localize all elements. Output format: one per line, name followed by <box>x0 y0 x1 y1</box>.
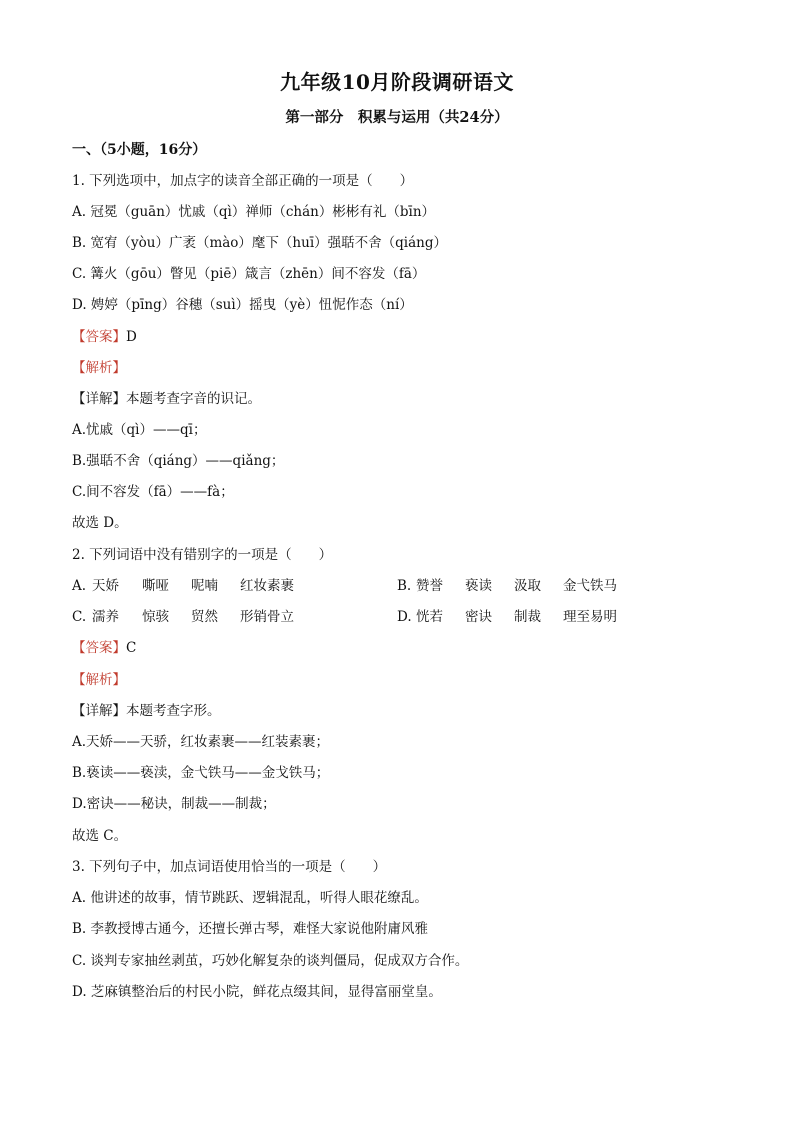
q1-analysis-tag: 【解析】 <box>72 360 126 376</box>
q2-option-d-label: D. <box>397 609 412 625</box>
q3-option-c: C. 谈判专家抽丝剥茧，巧妙化解复杂的谈判僵局，促成双方合作。 <box>72 953 469 969</box>
answer-value: D <box>126 329 137 345</box>
q2-analysis-tag: 【解析】 <box>72 672 126 688</box>
section-heading: 一、（5小题，16分） <box>72 142 207 158</box>
part-heading: 第一部分 积累与运用（共24分） <box>285 109 509 126</box>
answer-tag: 【答案】 <box>72 640 126 656</box>
detail-text: 本题考查字音的识记。 <box>126 391 261 407</box>
q2-answer <box>72 639 136 657</box>
q2-option-c-word: 形销骨立 <box>240 609 294 625</box>
q2-detail-line-2: B.亵读——亵渎，金弋铁马——金戈铁马； <box>72 765 330 781</box>
answer-tag: 【答案】 <box>72 329 126 345</box>
q2-option-a-label: A. <box>72 578 87 594</box>
q1-option-a: A. 冠冕（guān）忧戚（qì）禅师（chán）彬彬有礼（bīn） <box>72 204 436 220</box>
page-title: 九年级10月阶段调研语文 <box>280 70 514 94</box>
q1-conclusion: 故选 D。 <box>72 515 128 531</box>
q2-option-b-word: 汲取 <box>514 578 541 594</box>
answer-value: C <box>126 640 137 656</box>
q2-option-d-word: 密诀 <box>465 609 492 625</box>
q2-option-c-word: 濡养 <box>92 609 119 625</box>
q2-option-c-word: 惊骇 <box>142 609 169 625</box>
q2-option-a-word: 呢喃 <box>191 578 218 594</box>
q2-detail-line-1: A.天娇——天骄，红妆素裹——红装素裹； <box>72 734 330 750</box>
q1-detail-line-3: C.间不容发（fā）——fà； <box>72 484 234 500</box>
detail-tag: 【详解】 <box>72 391 126 407</box>
q1-detail-line-2: B.强聒不舍（qiáng）——qiǎng； <box>72 453 285 469</box>
q2-option-d-word: 制裁 <box>514 609 541 625</box>
q1-option-d: D. 娉婷（pīng）谷穗（suì）摇曳（yè）忸怩作态（ní） <box>72 297 413 313</box>
q1-option-b: B. 宽宥（yòu）广袤（mào）麾下（huī）强聒不舍（qiáng） <box>72 235 447 251</box>
q2-detail-line-3: D.密诀——秘诀，制裁——制裁； <box>72 796 276 812</box>
q2-option-c-word: 贸然 <box>191 609 218 625</box>
q2-option-d-word: 恍若 <box>416 609 443 625</box>
q2-conclusion: 故选 C。 <box>72 828 128 844</box>
detail-tag: 【详解】 <box>72 703 126 719</box>
q2-option-b-word: 亵读 <box>465 578 492 594</box>
q2-option-c-label: C. <box>72 609 87 625</box>
q2-option-a-word: 天娇 <box>92 578 119 594</box>
q2-option-b-label: B. <box>397 578 412 594</box>
detail-text: 本题考查字形。 <box>126 703 221 719</box>
q3-option-a: A. 他讲述的故事，情节跳跃、逻辑混乱，听得人眼花缭乱。 <box>72 890 428 906</box>
q3-stem: 3. 下列句子中，加点词语使用恰当的一项是（ ） <box>72 859 387 875</box>
q2-option-a-word: 嘶哑 <box>142 578 169 594</box>
q2-option-b-word: 金弋铁马 <box>563 578 617 594</box>
q2-option-a-word: 红妆素裹 <box>240 578 294 594</box>
q3-option-b: B. 李教授博古通今，还擅长弹古琴，难怪大家说他附庸风雅 <box>72 921 429 937</box>
q1-option-c: C. 篝火（gōu）瞥见（piē）箴言（zhēn）间不容发（fā） <box>72 266 426 282</box>
q1-answer <box>72 328 137 346</box>
q2-detail <box>72 702 221 720</box>
q1-detail <box>72 390 261 408</box>
q2-option-d-word: 理至易明 <box>563 609 617 625</box>
q2-stem: 2. 下列词语中没有错别字的一项是（ ） <box>72 547 333 563</box>
q1-stem: 1. 下列选项中，加点字的读音全部正确的一项是（ ） <box>72 173 414 189</box>
q2-option-b-word: 赞誉 <box>416 578 443 594</box>
q1-detail-line-1: A.忧戚（qì）——qī； <box>72 422 207 438</box>
q3-option-d: D. 芝麻镇整治后的村民小院，鲜花点缀其间，显得富丽堂皇。 <box>72 984 442 1000</box>
